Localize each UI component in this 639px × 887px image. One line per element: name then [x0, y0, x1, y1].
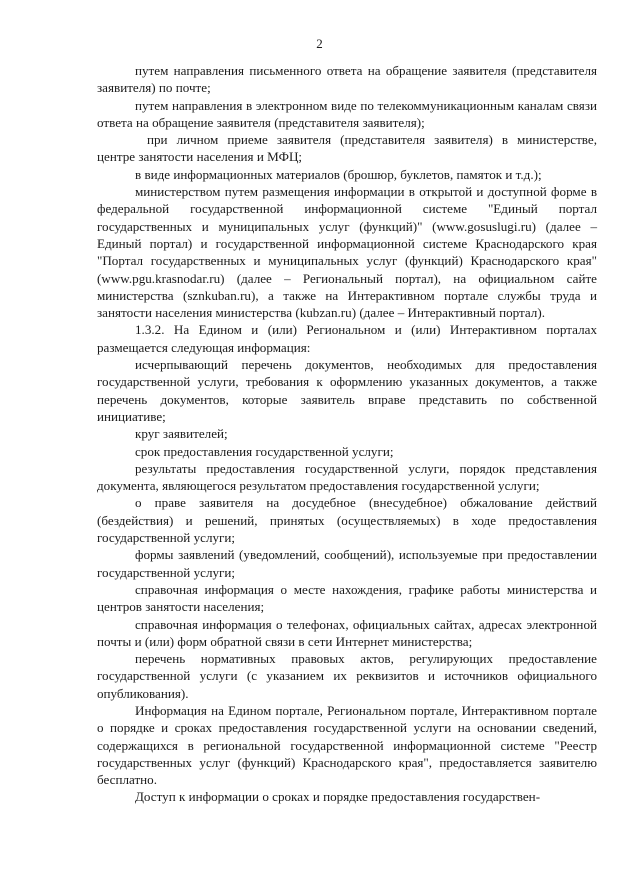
paragraph: о праве заявителя на досудебное (внесудебное) обжалование действий (бездействия) и решений, принятых (осуществляемых) в ходе предоставления государственной услуги; — [97, 495, 597, 546]
document-body — [97, 62, 597, 806]
paragraph: формы заявлений (уведомлений, сообщений), используемые при предоставлении государственной услуги; — [97, 547, 597, 580]
paragraph: при личном приеме заявителя (представителя заявителя) в министерстве, центре занятости населения и МФЦ; — [97, 132, 597, 165]
paragraph: 1.3.2. На Едином и (или) Региональном и (или) Интерактивном порталах размещается следующая информация: — [97, 322, 597, 355]
paragraph: в виде информационных материалов (брошюр, буклетов, памяток и т.д.); — [135, 166, 542, 182]
paragraph: исчерпывающий перечень документов, необходимых для предоставления государственной услуги, требования к оформлению указанных документов, а также перечень документов, которые заявитель вправе представить по собственной инициативе; — [97, 357, 597, 424]
paragraph: результаты предоставления государственной услуги, порядок представления документа, являющегося результатом предоставления государственной услуги; — [97, 460, 597, 494]
paragraph: круг заявителей; — [135, 426, 228, 442]
paragraph: Информация на Едином портале, Региональном портале, Интерактивном портале о порядке и сроках предоставления государственной услуги на основании сведений, содержащихся в региональной государственной информационной системе "Реестр государственных услуг (функций) Краснодарского края", предоставляется заявителю бесплатно. — [97, 702, 597, 788]
paragraph: путем направления письменного ответа на обращение заявителя (представителя заявителя) по почте; — [97, 63, 597, 96]
paragraph: перечень нормативных правовых актов, регулирующих предоставление государственной услуги (с указанием их реквизитов и источников официального опубликования). — [97, 651, 597, 701]
paragraph: справочная информация о телефонах, официальных сайтах, адресах электронной почты и (или) форм обратной связи в сети Интернет министерства; — [97, 616, 597, 649]
paragraph: срок предоставления государственной услуги; — [135, 443, 394, 459]
paragraph: справочная информация о месте нахождения, графике работы министерства и центров занятости населения; — [97, 581, 597, 615]
paragraph: путем направления в электронном виде по телекоммуникационным каналам связи ответа на обращение заявителя (представителя заявителя); — [97, 97, 597, 130]
paragraph: Доступ к информации о сроках и порядке предоставления государствен- — [135, 789, 541, 805]
page-number: 2 — [316, 36, 323, 51]
paragraph: министерством путем размещения информации в открытой и доступной форме в федеральной государственной информационной системе "Единый портал государственных и муниципальных услуг (функций)" (www.gosuslugi.ru) (далее – Единый портал) и государственной информационной системе Краснодарского края "Портал государственных и муниципальных услуг (функций) Краснодарского края" (www.pgu.krasnodar.ru) (далее – Региональный портал), на официальном сайте министерства (sznkuban.ru), а также на Интерактивном портале службы труда и занятости населения министерства (kubzan.ru) (далее – Интерактивный портал). — [97, 184, 597, 321]
